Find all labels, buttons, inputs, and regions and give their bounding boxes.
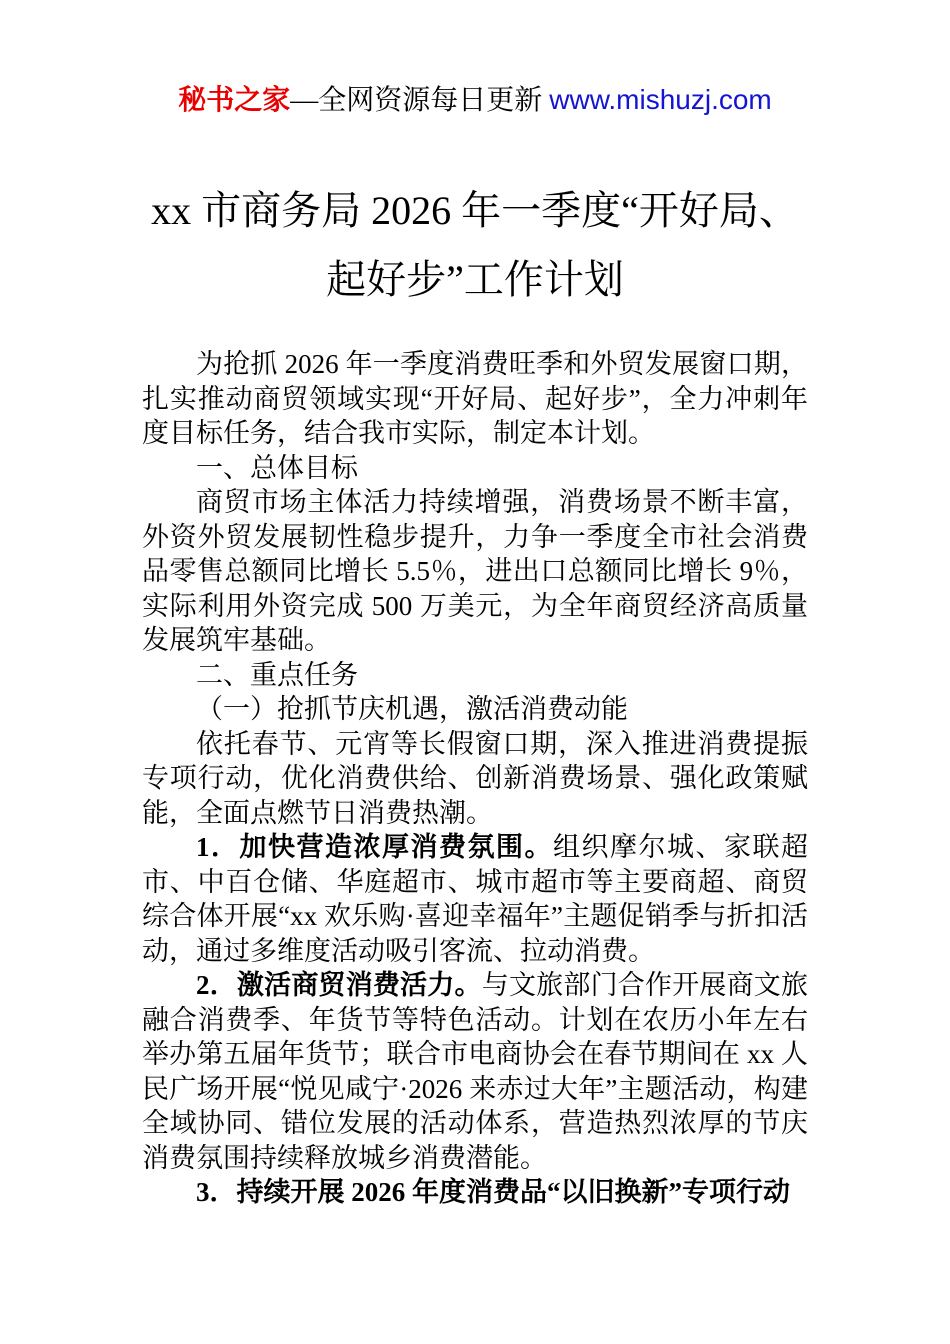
item-1-paragraph xyxy=(142,830,808,968)
item-2-text: 与文旅部门合作开展商文旅融合消费季、年货节等特色活动。计划在农历小年左右举办第五届年货节；联合市电商协会在春节期间在 xx 人民广场开展“悦见咸宁·2026 来赤过大年”主题活动，构建全域协同、错位发展的活动体系，营造热烈浓厚的节庆消费氛围持续释放城乡消费潜能。 xyxy=(142,970,808,1173)
item-2-lead: 2．激活商贸消费活力。 xyxy=(196,970,482,1000)
site-brand: 秘书之家 xyxy=(178,85,291,116)
site-header xyxy=(0,0,950,120)
site-tagline: —全网资源每日更新 xyxy=(290,85,550,116)
subsection-1-heading: （一）抢抓节庆机遇，激活消费动能 xyxy=(196,694,628,724)
site-url-link[interactable]: www.mishuzj.com xyxy=(549,84,772,115)
section-1-paragraph: 商贸市场主体活力持续增强，消费场景不断丰富，外资外贸发展韧性稳步提升，力争一季度全市社会消费品零售总额同比增长 5.5％，进出口总额同比增长 9％，实际利用外资完成 500 万美元，为全年商贸经济高质量发展筑牢基础。 xyxy=(142,487,808,655)
document-title-line-1: xx 市商务局 2026 年一季度“开好局、 xyxy=(151,188,799,233)
item-2-paragraph xyxy=(142,968,808,1175)
document-title xyxy=(0,176,950,314)
intro-paragraph: 为抢抓 2026 年一季度消费旺季和外贸发展窗口期，扎实推动商贸领域实现“开好局、起好步”，全力冲刺年度目标任务，结合我市实际，制定本计划。 xyxy=(142,349,808,448)
item-1-text: 组织摩尔城、家联超市、中百仓储、华庭超市、城市超市等主要商超、商贸综合体开展“xx 欢乐购·喜迎幸福年”主题促销季与折扣活动，通过多维度活动吸引客流、拉动消费。 xyxy=(142,832,808,966)
subsection-1-paragraph: 依托春节、元宵等长假窗口期，深入推进消费提振专项行动，优化消费供给、创新消费场景、强化政策赋能，全面点燃节日消费热潮。 xyxy=(142,728,808,828)
section-2-heading: 二、重点任务 xyxy=(196,659,358,690)
document-body xyxy=(142,347,808,1210)
section-1-heading: 一、总体目标 xyxy=(196,452,358,483)
item-1-lead: 1．加快营造浓厚消费氛围。 xyxy=(196,832,553,862)
item-3-heading: 3．持续开展 2026 年度消费品“以旧换新”专项行动 xyxy=(196,1177,790,1207)
document-title-line-2: 起好步”工作计划 xyxy=(326,257,624,302)
